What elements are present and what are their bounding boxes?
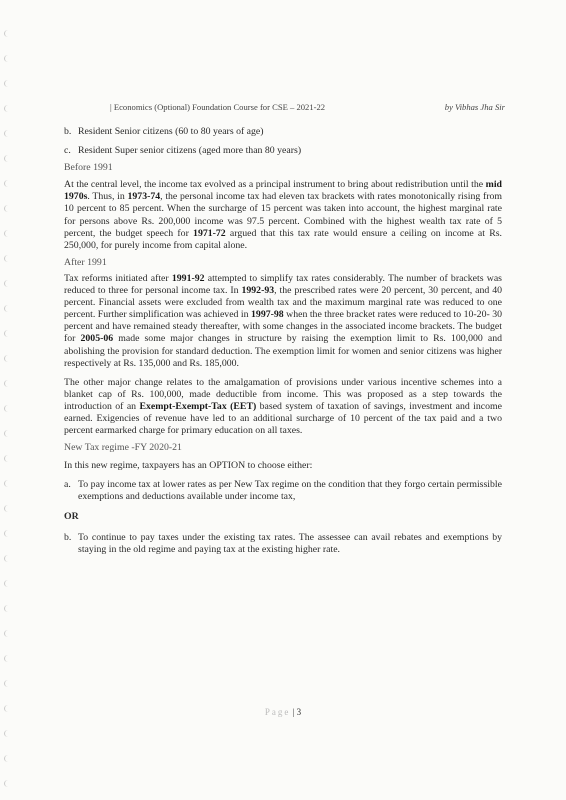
emphasis: mid 1970s — [64, 179, 502, 203]
binder-hole-mark — [4, 130, 12, 137]
paragraph-after-1991-reforms: Tax reforms initiated after 1991-92 attempted to simplify tax rates considerably. The number of brackets was reduced to three for personal income tax. In 1992-93, the prescribed rates were 20 percent, 30 percent, and 40 percent. Financial assets were excluded from wealth tax and the maximum marginal rate was reduced to one percent. Further simplification was achieved in 1997-98 when the three bracket rates were reduced to 10-20- 30 percent and have remained steady thereafter, with some changes in the associated income brackets. The budget for 2005-06 made some major changes in structure by raising the exemption limit to Rs. 100,000 and abolishing the provision for standard deduction. The exemption limit for women and senior citizens was higher respectively at Rs. 135,000 and Rs. 185,000. — [64, 272, 503, 369]
binder-hole-mark — [4, 655, 12, 662]
list-text: To continue to pay taxes under the existing tax rates. The assessee can avail rebates and exemptions by staying in the old regime and paying tax at the existing higher rate. — [78, 531, 502, 555]
list-marker: c. — [64, 145, 71, 157]
page-footer — [0, 707, 566, 717]
binder-hole-mark — [4, 580, 12, 587]
page-label: Page — [264, 707, 291, 717]
binder-hole-mark — [4, 480, 12, 487]
list-marker: b. — [64, 126, 72, 137]
binder-hole-mark — [4, 680, 12, 687]
binder-hole-mark — [4, 555, 12, 562]
new-regime-intro: In this new regime, taxpayers has an OPTION to choose either: — [64, 460, 313, 472]
list-text: Resident Super senior citizens (aged more than 80 years) — [78, 145, 302, 157]
list-text: Resident Senior citizens (60 to 80 years of age) — [78, 126, 264, 137]
list-item-super-senior — [64, 145, 502, 157]
section-heading-new-tax-regime: New Tax regime -FY 2020-21 — [64, 442, 182, 454]
binder-hole-mark — [4, 730, 12, 737]
course-title: | Economics (Optional) Foundation Course for CSE – 2021-22 — [110, 102, 326, 112]
or-separator: OR — [64, 510, 79, 522]
binder-hole-mark — [4, 80, 12, 87]
section-heading-before-1991: Before 1991 — [64, 162, 113, 174]
binder-hole-mark — [4, 255, 12, 262]
emphasis: Exempt-Exempt-Tax (EET) — [139, 400, 257, 412]
emphasis: 1971-72 — [193, 227, 226, 239]
main-content — [64, 126, 502, 556]
binder-hole-mark — [4, 280, 12, 287]
list-item-senior — [64, 126, 502, 138]
binder-hole-mark — [4, 630, 12, 637]
binder-hole-mark — [4, 55, 12, 62]
binder-hole-mark — [4, 380, 12, 387]
binder-hole-mark — [4, 155, 12, 162]
emphasis: 1991-92 — [171, 272, 205, 284]
paragraph-before-1991: At the central level, the income tax evolved as a principal instrument to bring about redistribution until the mid 1970s. Thus, in 1973-74, the personal income tax had eleven tax brackets with rates monotonically rising from 10 percent to 85 percent. When the surcharge of 15 percent was taken into account, the highest marginal rate for persons above Rs. 200,000 income was 97.5 percent. Combined with the highest wealth tax rate of 5 percent, the budget speech for 1971-72 argued that this tax rate would ensure a ceiling on income at Rs. 250,000, for purely income from capital alone. — [64, 179, 502, 251]
emphasis: 2005-06 — [80, 333, 114, 345]
binder-holes — [2, 0, 14, 800]
list-marker: b. — [64, 531, 72, 543]
binder-hole-mark — [4, 180, 12, 187]
option-b — [64, 532, 502, 556]
binder-hole-mark — [4, 455, 12, 462]
list-text: To pay income tax at lower rates as per New Tax regime on the condition that they forgo certain permissible exemptions and deductions available under income tax, — [78, 479, 502, 503]
binder-hole-mark — [4, 605, 12, 612]
emphasis: 1997-98 — [251, 309, 284, 321]
binder-hole-mark — [4, 355, 12, 362]
binder-hole-mark — [4, 430, 12, 437]
binder-hole-mark — [4, 230, 12, 237]
binder-hole-mark — [4, 405, 12, 412]
emphasis: 1973-74 — [127, 191, 161, 203]
binder-hole-mark — [4, 530, 12, 537]
binder-hole-mark — [4, 105, 12, 112]
binder-hole-mark — [4, 755, 12, 762]
binder-hole-mark — [4, 330, 12, 337]
emphasis: 1992-93 — [241, 285, 275, 297]
author-credit: by Vibhas Jha Sir — [444, 102, 505, 112]
binder-hole-mark — [4, 305, 12, 312]
option-a — [64, 479, 502, 503]
section-heading-after-1991: After 1991 — [64, 256, 107, 268]
list-marker: a. — [64, 479, 71, 491]
binder-hole-mark — [4, 505, 12, 512]
binder-hole-mark — [4, 30, 12, 37]
page-number: | 3 — [292, 707, 302, 717]
paragraph-after-1991-eet: The other major change relates to the amalgamation of provisions under various incentive schemes into a blanket cap of Rs. 100,000, made deductible from income. This was proposed as a step towards the introduction of an Exempt-Exempt-Tax (EET) based system of taxation of savings, investment and income earned. Exigencies of revenue have led to an additional surcharge of 10 percent of the tax paid and a two percent earmarked charge for primary education on all taxes. — [64, 376, 502, 437]
binder-hole-mark — [4, 205, 12, 212]
binder-hole-mark — [4, 780, 12, 787]
